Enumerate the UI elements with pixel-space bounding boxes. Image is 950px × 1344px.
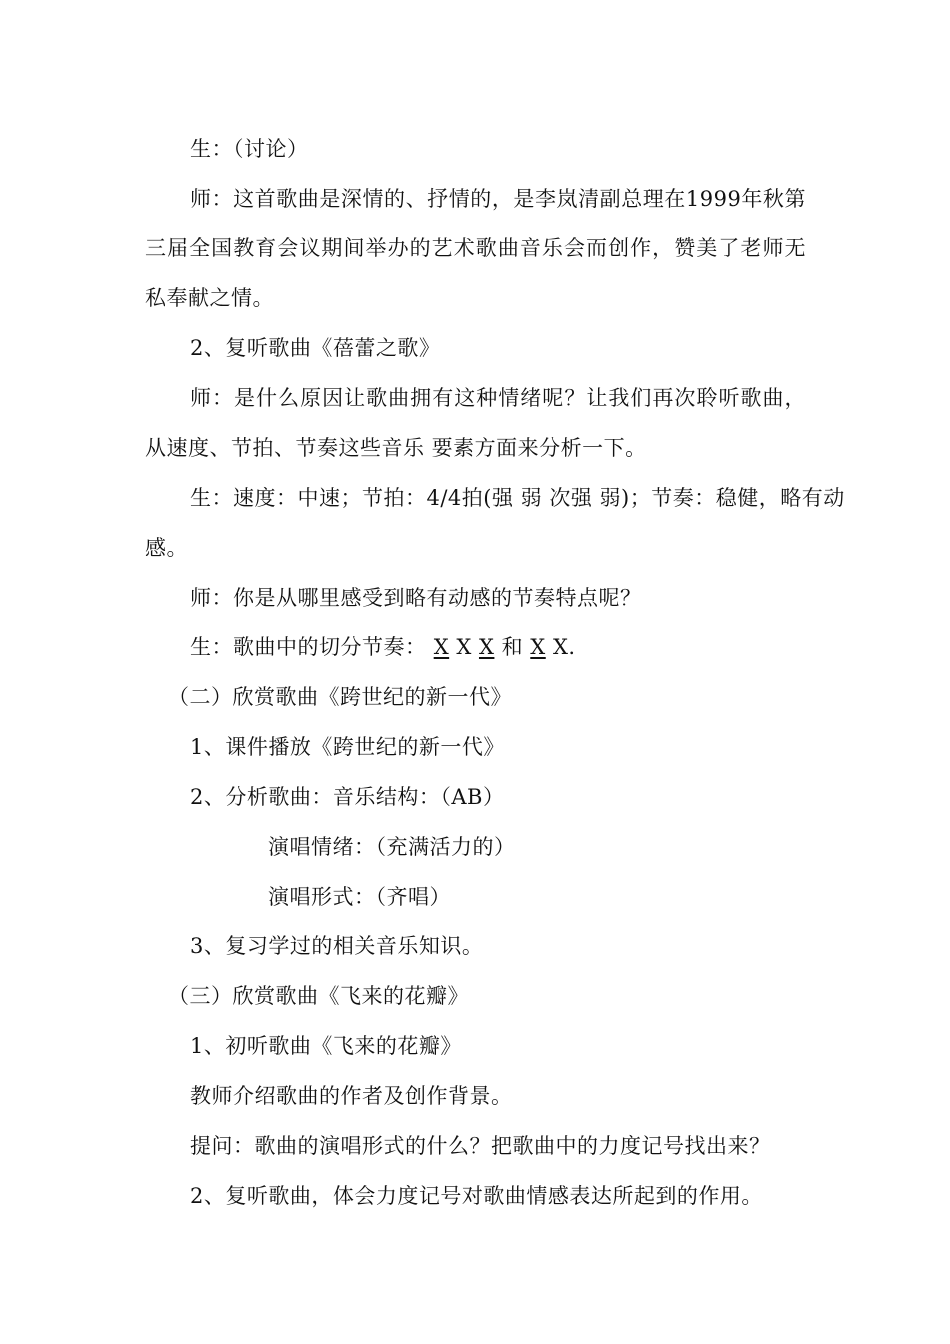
text-line-14: 演唱形式：（齐唱） [268,885,451,909]
text-line-20: 2、复听歌曲，体会力度记号对歌曲情感表达所起到的作用。 [190,1184,763,1208]
text-line-4: 私奉献之情。 [145,286,274,310]
section-heading-two: （二）欣赏歌曲《跨世纪的新一代》 [168,685,512,709]
rhythm-note: X [433,635,450,659]
text-line-1: 生：（讨论） [190,137,309,161]
text-line-12: 2、分析歌曲：音乐结构：（AB） [190,785,505,809]
rhythm-suffix: . [568,635,576,659]
rhythm-joiner: 和 [501,635,524,659]
rhythm-line [190,632,576,662]
text-line-17: 1、初听歌曲《飞来的花瓣》 [190,1034,462,1058]
text-line-15: 3、复习学过的相关音乐知识。 [190,934,484,958]
text-line-13: 演唱情绪：（充满活力的） [268,835,516,859]
section-heading-three: （三）欣赏歌曲《飞来的花瓣》 [168,984,469,1008]
rhythm-note: X [552,635,569,659]
text-line-5: 2、复听歌曲《蓓蕾之歌》 [190,336,441,360]
text-line-2: 师：这首歌曲是深情的、抒情的，是李岚清副总理在1999年秋第 [190,187,806,211]
text-line-19: 提问：歌曲的演唱形式的什么？把歌曲中的力度记号找出来？ [190,1134,771,1158]
text-line-9: 感。 [145,536,188,560]
rhythm-note: X [530,635,546,659]
text-line-7: 从速度、节拍、节奏这些音乐 要素方面来分析一下。 [145,436,647,460]
rhythm-note: X [478,635,495,659]
text-line-18: 教师介绍歌曲的作者及创作背景。 [190,1084,513,1108]
text-line-6: 师：是什么原因让歌曲拥有这种情绪呢？让我们再次聆听歌曲， [190,386,806,410]
text-line-10: 师：你是从哪里感受到略有动感的节奏特点呢？ [190,586,642,610]
text-line-3: 三届全国教育会议期间举办的艺术歌曲音乐会而创作，赞美了老师无 [145,236,806,260]
rhythm-note: X [456,635,472,659]
rhythm-prefix: 生：歌曲中的切分节奏： [190,635,427,659]
text-line-11: 1、课件播放《跨世纪的新一代》 [190,735,505,759]
text-line-8: 生：速度：中速；节拍：4/4拍(强 弱 次强 弱)；节奏：稳健，略有动 [190,486,845,510]
